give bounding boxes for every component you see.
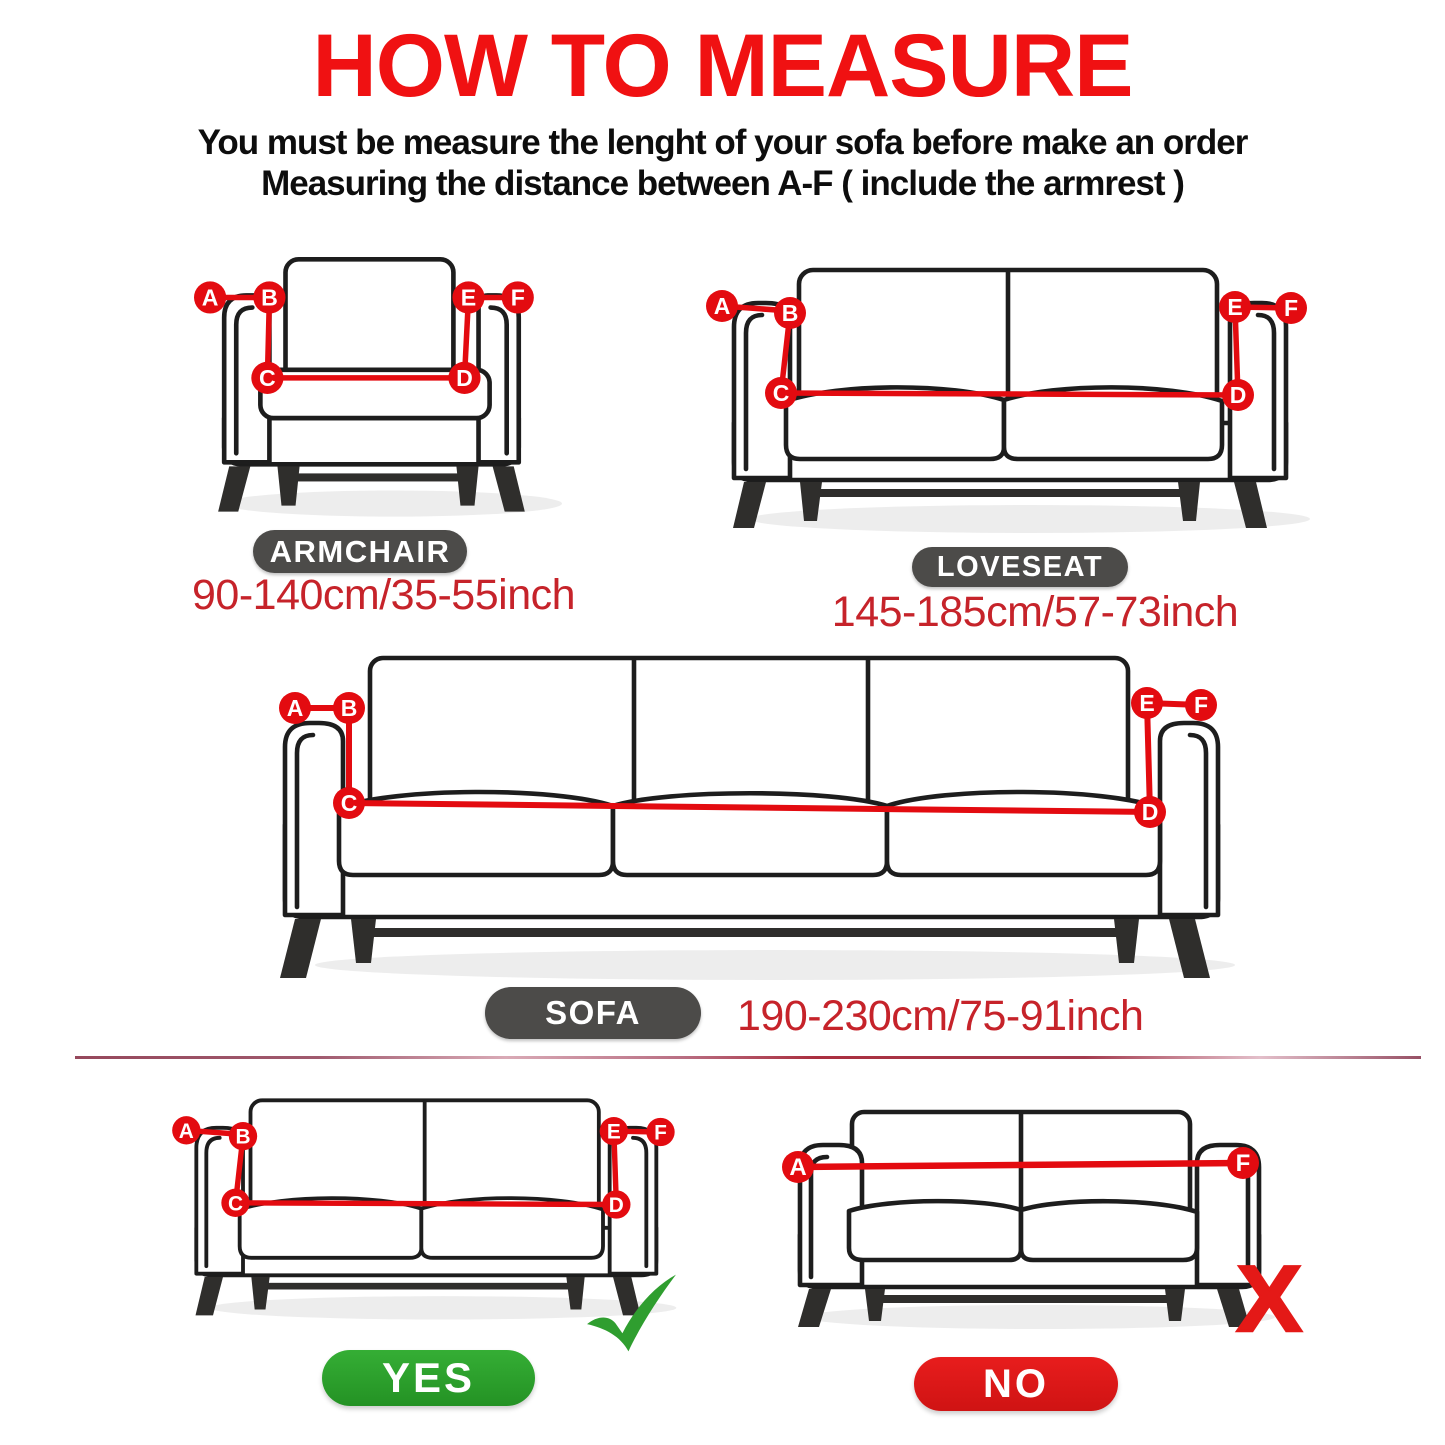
shadow — [315, 950, 1235, 980]
svg-text:D: D — [1229, 382, 1247, 408]
svg-text:A: A — [178, 1119, 194, 1143]
loveseat-outline — [196, 1100, 656, 1275]
svg-text:F: F — [1235, 1150, 1251, 1177]
armchair-label-pill: ARMCHAIR — [253, 530, 467, 573]
sofa-diagram — [255, 645, 1235, 990]
loveseat-diagram — [700, 253, 1300, 543]
no-pill: NO — [914, 1357, 1118, 1411]
svg-text:A: A — [286, 695, 304, 721]
point-a-marker — [172, 1116, 200, 1144]
sofa-label-pill: SOFA — [485, 987, 701, 1039]
check-icon — [583, 1271, 679, 1355]
sofa-size-text: 190-230cm/75-91inch — [737, 992, 1144, 1040]
svg-text:C: C — [772, 380, 790, 406]
section-divider — [75, 1056, 1421, 1059]
armchair-size-text: 90-140cm/35-55inch — [192, 571, 576, 619]
point-f-marker — [1185, 689, 1217, 721]
page-title: HOW TO MEASURE — [312, 15, 1133, 115]
point-c-marker — [221, 1189, 249, 1217]
svg-text:F: F — [1193, 692, 1209, 718]
svg-text:A: A — [713, 293, 731, 319]
point-d-marker — [448, 362, 480, 394]
svg-text:F: F — [1283, 295, 1299, 321]
svg-text:D: D — [456, 364, 473, 391]
svg-text:C: C — [259, 364, 276, 391]
svg-text:B: B — [261, 284, 278, 311]
subtitle — [0, 122, 1445, 204]
svg-text:B: B — [781, 300, 799, 326]
svg-text:B: B — [235, 1125, 251, 1149]
point-a-marker — [194, 281, 226, 313]
x-icon: X — [1236, 1246, 1303, 1351]
svg-text:E: E — [1139, 690, 1155, 716]
svg-text:A: A — [789, 1154, 807, 1181]
svg-text:D: D — [608, 1194, 624, 1217]
loveseat-label-pill: LOVESEAT — [912, 547, 1128, 587]
point-e-marker — [452, 281, 484, 313]
svg-text:D: D — [1141, 799, 1159, 825]
point-f-marker — [1275, 292, 1307, 324]
svg-text:B: B — [340, 695, 358, 721]
svg-text:C: C — [227, 1192, 244, 1216]
loveseat-outline — [800, 1112, 1259, 1287]
svg-text:E: E — [460, 284, 477, 311]
loveseat-outline — [734, 270, 1286, 480]
svg-text:C: C — [340, 790, 358, 816]
shadow — [750, 505, 1310, 533]
point-e-marker — [1131, 687, 1163, 719]
point-b-marker — [253, 281, 285, 313]
svg-text:E: E — [1227, 294, 1243, 320]
point-f-marker — [1227, 1147, 1259, 1179]
point-c-marker — [251, 362, 283, 394]
sofa-outline — [285, 658, 1218, 917]
yes-pill: YES — [322, 1350, 535, 1406]
point-a-marker — [279, 692, 311, 724]
svg-text:E: E — [606, 1120, 621, 1144]
point-c-marker — [333, 787, 365, 819]
point-d-marker — [602, 1190, 630, 1218]
svg-text:F: F — [654, 1121, 667, 1145]
point-a-marker — [782, 1151, 814, 1183]
svg-text:F: F — [510, 284, 525, 311]
point-b-marker — [333, 692, 365, 724]
point-c-marker — [765, 377, 797, 409]
point-b-marker — [229, 1122, 257, 1150]
loveseat-size-text: 145-185cm/57-73inch — [831, 588, 1239, 636]
subtitle-line-1: You must be measure the lenght of your sofa before make an order — [197, 123, 1248, 162]
point-d-marker — [1134, 796, 1166, 828]
point-b-marker — [774, 297, 806, 329]
armchair-diagram — [192, 252, 564, 544]
incorrect-example-diagram — [785, 1105, 1265, 1340]
point-f-marker — [502, 281, 534, 313]
point-d-marker — [1222, 379, 1254, 411]
subtitle-line-2: Measuring the distance between A-F ( include the armrest ) — [261, 164, 1184, 203]
measure-lines — [798, 1163, 1243, 1167]
point-a-marker — [706, 290, 738, 322]
point-e-marker — [600, 1117, 628, 1145]
svg-text:A: A — [201, 284, 219, 311]
point-e-marker — [1219, 291, 1251, 323]
point-f-marker — [646, 1118, 674, 1146]
